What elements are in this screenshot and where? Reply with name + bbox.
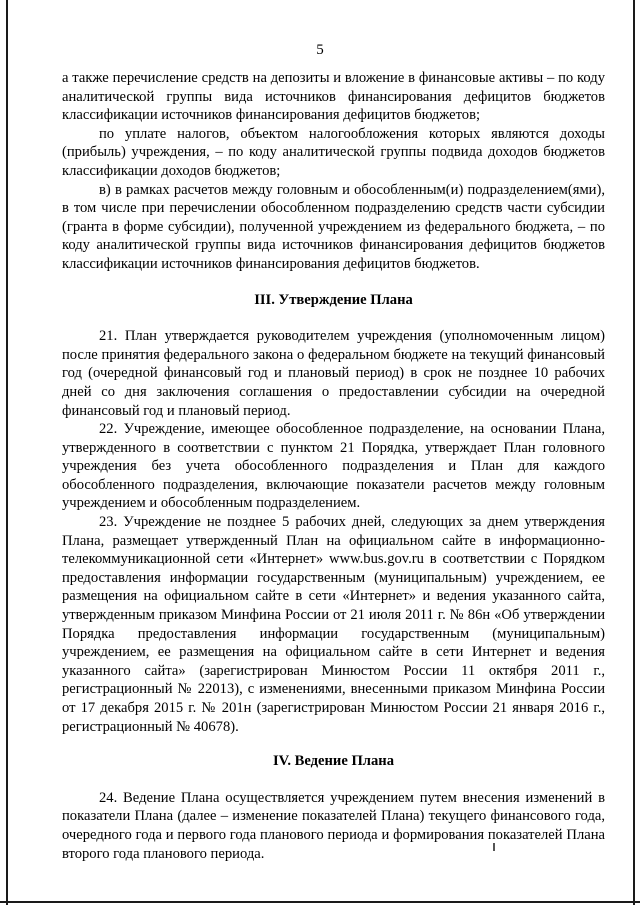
- section-heading-maintenance: IV. Ведение Плана: [273, 753, 394, 770]
- paragraph-taxes: по уплате налогов, объектом налогообложения которых являются доходы (прибыль) учреждения, – по коду аналитической группы подвида доходов бюджетов классификации доходов бюджетов;: [62, 125, 605, 179]
- document-body: [62, 69, 605, 863]
- paragraph-financial-assets: а также перечисление средств на депозиты и вложение в финансовые активы – по коду аналитической группы вида источников финансирования дефицитов бюджетов классификации источников финансирования дефицитов бюджетов;: [62, 70, 605, 124]
- scan-border-right: [633, 0, 635, 905]
- paragraph-settlements: в) в рамках расчетов между головным и обособленным(и) подразделением(ями), в том числе при перечислении обособленном подразделению средств части субсидии (гранта в форме субсидии), полученной учреждением из федерального бюджета, – по коду аналитической группы вида источников финансирования дефицитов бюджетов классификации источников финансирования дефицитов бюджетов.: [62, 181, 605, 272]
- paragraph-24: 24. Ведение Плана осуществляется учреждением путем внесения изменений в показатели Плана (далее – изменение показателей Плана) текущего финансового года, очередного года и первого года планового периода и формирования показателей Плана второго года планового периода.: [62, 789, 605, 862]
- page-number: 5: [316, 42, 324, 58]
- scan-border-bottom: [0, 901, 640, 903]
- paragraph-21: 21. План утверждается руководителем учреждения (уполномоченным лицом) после принятия федерального закона о федеральном бюджете на текущий финансовый год (очередной финансовый год и плановый период) в срок не позднее 10 рабочих дней со дня заключения соглашения о предоставлении субсидии на очередной финансовый год и плановый период.: [62, 328, 605, 419]
- section-heading-approval: III. Утверждение Плана: [254, 291, 413, 308]
- paragraph-23: 23. Учреждение не позднее 5 рабочих дней, следующих за днем утверждения Плана, размещает утвержденный План на официальном сайте в информационно-телекоммуникационной сети «Интернет» www.bus.gov.ru в соответствии с Порядком предоставления информации государственным (муниципальным) учреждением, ее размещения на официальном сайте в сети «Интернет» и ведения указанного сайта, утвержденным приказом Минфина России от 21 июля 2011 г. № 86н «Об утверждении Порядка предоставления информации государственным (муниципальным) учреждением, ее размещения на официальном сайте в сети Интернет и ведения указанного сайта» (зарегистрирован Минюстом России 11 октября 2011 г., регистрационный № 22013), с изменениями, внесенными приказом Минфина России от 17 декабря 2015 г. № 201н (зарегистрирован Минюстом России 21 января 2016 г., регистрационный № 40678).: [62, 514, 605, 735]
- paragraph-22: 22. Учреждение, имеющее обособленное подразделение, на основании Плана, утвержденного в соответствии с пунктом 21 Порядка, утверждает План головного учреждения без учета обособленного подразделения и План для каждого обособленного подразделения, включающие показатели расчетов между головным учреждением и обособленным подразделением.: [62, 421, 605, 512]
- scan-border-left: [6, 0, 8, 905]
